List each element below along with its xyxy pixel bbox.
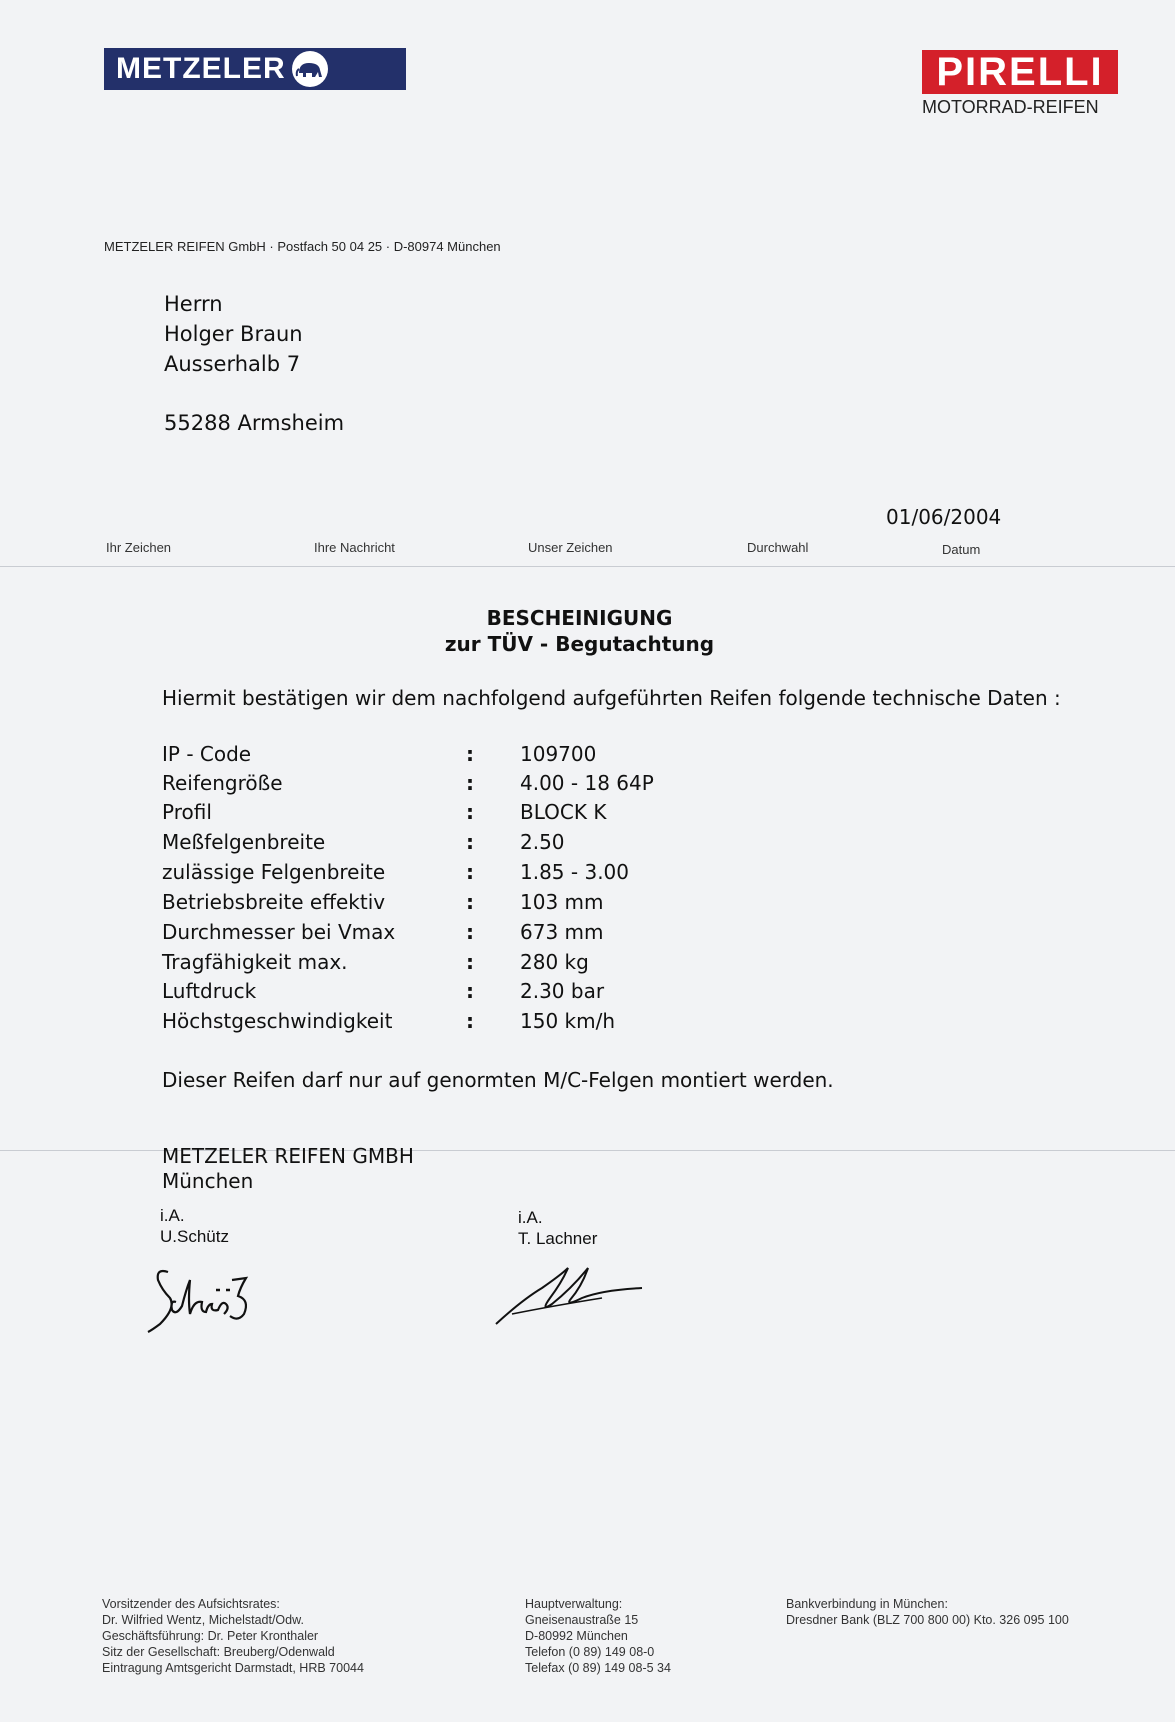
spec-separator: :: [466, 771, 474, 795]
spec-label: Profil: [162, 800, 212, 824]
sender-line: METZELER REIFEN GmbH · Postfach 50 04 25 · D-80974 München: [104, 239, 501, 254]
spec-value: 4.00 - 18 64P: [520, 771, 654, 795]
recipient-name: Holger Braun: [164, 322, 303, 346]
spec-label: zulässige Felgenbreite: [162, 860, 386, 884]
signatory-1-prefix: i.A.: [160, 1206, 185, 1225]
footer-line: Dr. Wilfried Wentz, Michelstadt/Odw.: [102, 1613, 304, 1627]
spec-separator: :: [466, 1009, 474, 1033]
footer-line: Eintragung Amtsgericht Darmstadt, HRB 70044: [102, 1661, 364, 1675]
spec-separator: :: [466, 979, 474, 1003]
spec-value: BLOCK K: [520, 800, 607, 824]
fold-line-top: [0, 566, 1175, 567]
signatory-1-name: U.Schütz: [160, 1227, 229, 1246]
spec-separator: :: [466, 742, 474, 766]
footer-line: Vorsitzender des Aufsichtsrates:: [102, 1597, 280, 1611]
footer-bank: [786, 1596, 1069, 1628]
spec-value: 109700: [520, 742, 597, 766]
ref-durchwahl: Durchwahl: [747, 540, 809, 555]
spec-label: Durchmesser bei Vmax: [162, 920, 396, 944]
certificate-subtitle: zur TÜV - Begutachtung: [444, 632, 715, 656]
certificate-title: BESCHEINIGUNG: [486, 606, 673, 630]
footer-line: Geschäftsführung: Dr. Peter Kronthaler: [102, 1629, 319, 1643]
pirelli-logo: PIRELLI: [922, 50, 1118, 94]
footer-board-info: [102, 1596, 364, 1676]
spec-value: 673 mm: [520, 920, 604, 944]
signatory-2-prefix: i.A.: [518, 1208, 543, 1227]
spec-label: Tragfähigkeit max.: [162, 950, 348, 974]
letter-date: 01/06/2004: [886, 505, 1002, 529]
spec-label: IP - Code: [162, 742, 252, 766]
spec-separator: :: [466, 950, 474, 974]
footer-line: Dresdner Bank (BLZ 700 800 00) Kto. 326 095 100: [786, 1613, 1069, 1627]
spec-label: Luftdruck: [162, 979, 257, 1003]
spec-separator: :: [466, 800, 474, 824]
pirelli-subtitle: MOTORRAD-REIFEN: [922, 97, 1099, 117]
spec-value: 150 km/h: [520, 1009, 616, 1033]
footer-line: Hauptverwaltung:: [525, 1597, 623, 1611]
footer-line: Telefax (0 89) 149 08-5 34: [525, 1661, 671, 1675]
company-name: METZELER REIFEN GMBH: [162, 1144, 414, 1168]
recipient-city: 55288 Armsheim: [164, 411, 345, 435]
spec-label: Meßfelgenbreite: [162, 830, 326, 854]
spec-value: 280 kg: [520, 950, 589, 974]
signature-schuetz: [146, 1260, 266, 1340]
recipient-salutation: Herrn: [164, 292, 223, 316]
ref-datum: Datum: [942, 542, 981, 557]
ref-ihr-zeichen: Ihr Zeichen: [106, 540, 172, 555]
spec-value: 2.50: [520, 830, 565, 854]
footer-headquarters: [525, 1596, 671, 1676]
spec-label: Betriebsbreite effektiv: [162, 890, 386, 914]
spec-separator: :: [466, 830, 474, 854]
spec-separator: :: [466, 890, 474, 914]
spec-label: Reifengröße: [162, 771, 283, 795]
spec-value: 1.85 - 3.00: [520, 860, 629, 884]
spec-label: Höchstgeschwindigkeit: [162, 1009, 393, 1033]
footer-line: Sitz der Gesellschaft: Breuberg/Odenwald: [102, 1645, 335, 1659]
metzeler-logo: [104, 48, 406, 90]
spec-value: 103 mm: [520, 890, 604, 914]
metzeler-logo-text: METZELER: [116, 52, 286, 85]
mounting-note: Dieser Reifen darf nur auf genormten M/C-Felgen montiert werden.: [162, 1068, 834, 1092]
intro-text: Hiermit bestätigen wir dem nachfolgend aufgeführten Reifen folgende technische Daten :: [162, 686, 1061, 710]
company-city: München: [162, 1169, 254, 1193]
signatory-2-name: T. Lachner: [518, 1229, 598, 1248]
footer-line: Bankverbindung in München:: [786, 1597, 948, 1611]
ref-unser-zeichen: Unser Zeichen: [528, 540, 613, 555]
footer-line: Gneisenaustraße 15: [525, 1613, 639, 1627]
spec-separator: :: [466, 920, 474, 944]
footer-line: D-80992 München: [525, 1629, 628, 1643]
elephant-icon: [292, 51, 328, 87]
ref-ihre-nachricht: Ihre Nachricht: [314, 540, 395, 555]
recipient-street: Ausserhalb 7: [164, 352, 301, 376]
spec-value: 2.30 bar: [520, 979, 605, 1003]
footer-line: Telefon (0 89) 149 08-0: [525, 1645, 655, 1659]
spec-separator: :: [466, 860, 474, 884]
signature-lachner: [492, 1258, 652, 1328]
